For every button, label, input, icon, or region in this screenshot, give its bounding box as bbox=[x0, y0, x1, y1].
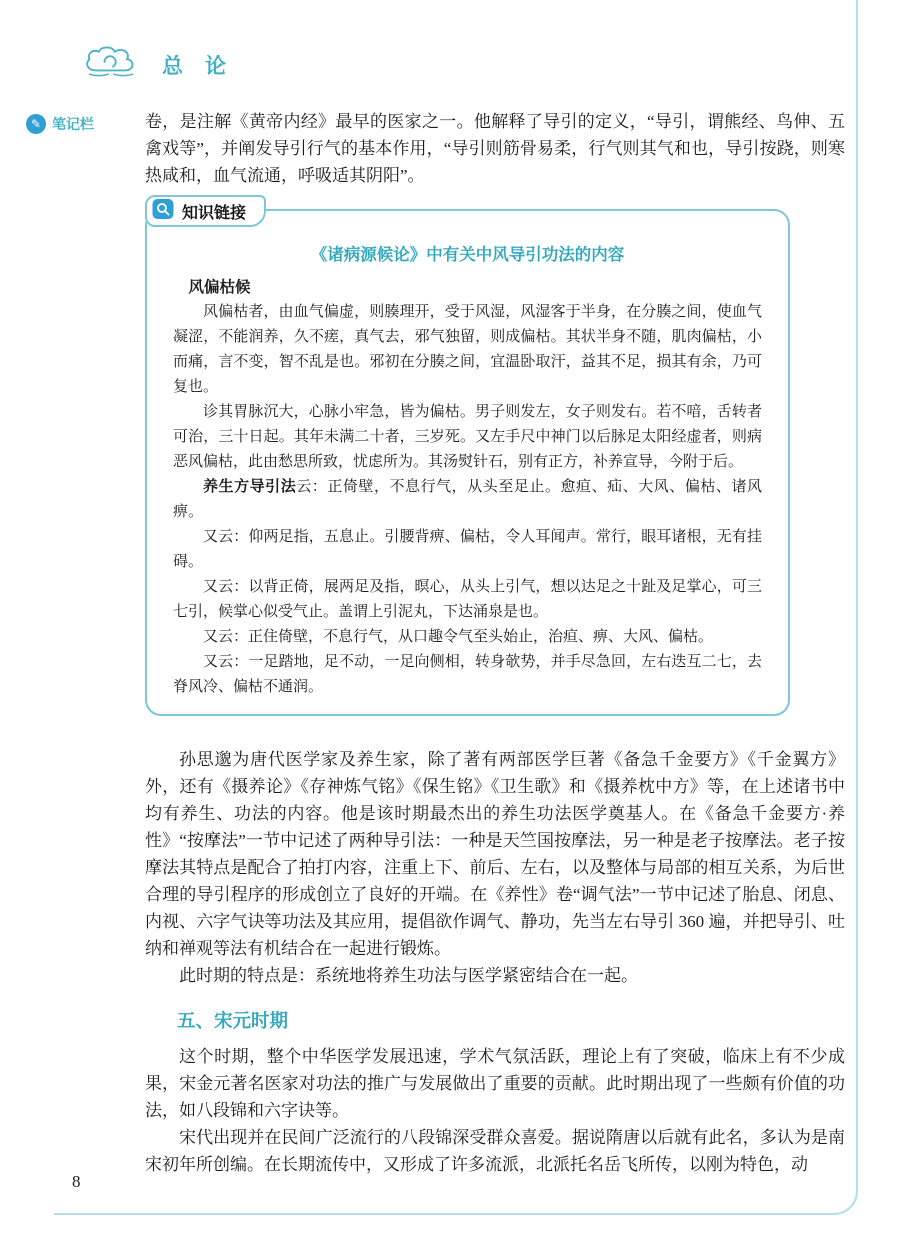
section-heading-song-yuan: 五、宋元时期 bbox=[177, 1010, 289, 1031]
knowledge-paragraph bbox=[173, 525, 762, 575]
knowledge-link-tab bbox=[145, 195, 266, 227]
paragraph-text: 风偏枯者，由血气偏虚，则腠理开，受于风湿，风湿客于半身，在分腠之间，使血气凝涩，不能润养，久不瘥，真气去，邪气独留，则成偏枯。其状半身不随，肌肉偏枯，小而痛，言不变，智不乱是也。邪初在分腠之间，宜温卧取汗，益其不足，损其有余，乃可复也。 bbox=[173, 304, 762, 395]
paragraph-text: 又云：以背正倚，展两足及指，暝心，从头上引气，想以达足之十趾及足掌心，可三七引，候掌心似受气止。盖谓上引泥丸，下达涌泉是也。 bbox=[173, 579, 762, 620]
chapter-title: 总论 bbox=[162, 54, 248, 78]
paragraph-text: 云：正倚壁，不息行气，从头至足止。愈疸、疝、大风、偏枯、诸风痹。 bbox=[173, 479, 762, 520]
page-header bbox=[82, 46, 248, 83]
paragraph-bold-lead: 养生方导引法 bbox=[203, 479, 297, 495]
knowledge-paragraph bbox=[173, 575, 762, 625]
knowledge-box-title: 《诸病源候论》中有关中风导引功法的内容 bbox=[310, 246, 625, 264]
notes-pencil-icon: ✎ bbox=[26, 114, 46, 134]
paragraph-text: 诊其胃脉沉大，心脉小牢急，皆为偏枯。男子则发左，女子则发右。若不喑，舌转者可治，三十日起。其年未满二十者，三岁死。又左手尺中神门以后脉足太阳经虚者，则病恶风偏枯，此由愁思所致，忧虑所为。其汤熨针石，别有正方，补养宣导，今附于后。 bbox=[173, 404, 762, 470]
knowledge-paragraph bbox=[173, 475, 762, 525]
knowledge-paragraph bbox=[173, 650, 762, 700]
knowledge-link-box bbox=[145, 204, 790, 716]
section-paragraph: 宋代出现并在民间广泛流行的八段锦深受群众喜爱。据说隋唐以后就有此名，多认为是南宋初年所创编。在长期流传中，又形成了许多流派，北派托名岳飞所传，以刚为特色，动 bbox=[145, 1128, 845, 1174]
knowledge-paragraph bbox=[173, 300, 762, 400]
main-content bbox=[145, 108, 845, 1178]
intro-paragraph: 卷，是注解《黄帝内经》最早的医家之一。他解释了导引的定义，“导引，谓熊经、鸟伸、五禽戏等”，并阐发导引行气的基本作用，“导引则筋骨易柔，行气则其气和也，导引按跷，则寒热咸和，血气流通，呼吸适其阴阳”。 bbox=[145, 112, 845, 185]
notes-column-label bbox=[26, 114, 94, 134]
cloud-scroll-icon bbox=[82, 46, 142, 83]
notes-label-text: 笔记栏 bbox=[52, 116, 94, 132]
knowledge-paragraph bbox=[173, 400, 762, 475]
paragraph-text: 又云：一足踏地，足不动，一足向侧相，转身欹势，并手尽急回，左右迭互二七，去脊风冷、偏枯不通润。 bbox=[173, 654, 762, 695]
body-paragraph: 孙思邈为唐代医学家及养生家，除了著有两部医学巨著《备急千金要方》《千金翼方》外，还有《摄养论》《存神炼气铭》《保生铭》《卫生歌》和《摄养枕中方》等，在上述诸书中均有养生、功法的内容。他是该时期最杰出的养生功法医学奠基人。在《备急千金要方·养性》“按摩法”一节中记述了两种导引法：一种是天竺国按摩法，另一种是老子按摩法。老子按摩法其特点是配合了拍打内容，注重上下、前后、左右，以及整体与局部的相互关系，为后世合理的导引程序的形成创立了良好的开端。在《养性》卷“调气法”一节中记述了胎息、闭息、内视、六字气诀等功法及其应用，提倡欲作调气、静功，先当左右导引 360 遍，并把导引、吐纳和禅观等法有机结合在一起进行锻炼。 bbox=[145, 750, 845, 958]
section-paragraph: 这个时期，整个中华医学发展迅速，学术气氛活跃，理论上有了突破，临床上有不少成果，宋金元著名医家对功法的推广与发展做出了重要的贡献。此时期出现了一些颇有价值的功法，如八段锦和六字诀等。 bbox=[145, 1047, 845, 1120]
paragraph-text: 又云：正住倚壁，不息行气，从口趣令气至头始止，治疸、痹、大风、偏枯。 bbox=[203, 629, 714, 645]
page-number: 8 bbox=[72, 1172, 81, 1191]
paragraph-text: 又云：仰两足指，五息止。引腰背痹、偏枯，令人耳闻声。常行，眼耳诸根，无有挂碍。 bbox=[173, 529, 762, 570]
knowledge-link-tab-label: 知识链接 bbox=[182, 204, 247, 222]
knowledge-paragraph bbox=[173, 625, 762, 650]
body-paragraph: 此时期的特点是：系统地将养生功法与医学紧密结合在一起。 bbox=[179, 966, 638, 985]
knowledge-link-icon bbox=[152, 198, 174, 225]
knowledge-box-subtitle: 风偏枯候 bbox=[188, 279, 251, 296]
